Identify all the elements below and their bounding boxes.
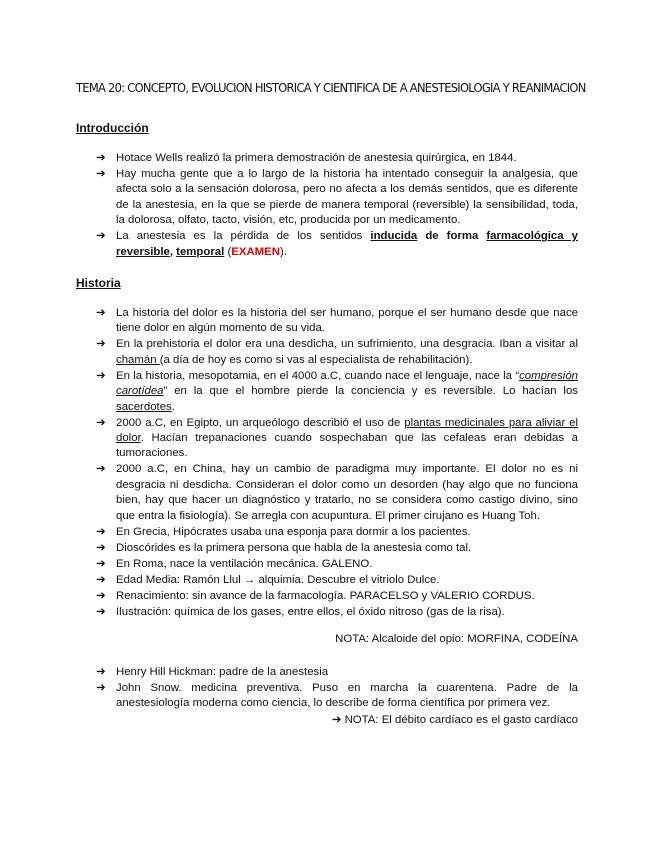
list-item: ➔ En la historia, mesopotamia, en el 4000 a.C, cuando nace el lenguaje, nace la “compresión carotídea” en la que el hombre pierde la conciencia y es reversible. Lo hacían los sacerdotes. [96, 369, 578, 413]
section-heading-introduccion: Introducción [76, 121, 149, 135]
arrow-icon: ➔ [96, 307, 106, 319]
arrow-icon: ➔ [96, 573, 106, 586]
arrow-icon: ➔ [96, 230, 106, 243]
list-item: ➔ Ilustración: química de los gases, entre ellos, el óxido nitroso (gas de la risa). [96, 605, 578, 620]
intro-list [96, 151, 578, 261]
arrow-icon: ➔ [96, 557, 106, 570]
list-item: ➔ Henry Hill Hickman: padre de la anestesia [96, 665, 578, 680]
list-item: ➔ La historia del dolor es la historia del ser humano, porque el ser humano desde que nace tiene dolor en algún momento de su vida. [96, 307, 578, 335]
list-item: ➔ Hay mucha gente que a lo largo de la historia ha intentado conseguir la analgesia, que afecta solo a la sensación dolorosa, pero no afecta a los demás sentidos, que es diferente de la anestesia, en la que se pierde de manera temporal (reversible) la sensibilidad, toda, la dolorosa, olfato, tacto, visión, etc, producida por un medicamento. [96, 168, 578, 227]
arrow-icon: ➔ [331, 714, 342, 726]
note-debito: ➔ NOTA: El débito cardíaco es el gasto cardíaco [331, 714, 578, 726]
list-item: ➔ En Roma, nace la ventilación mecánica. GALENO. [96, 557, 578, 572]
historia-list [96, 306, 578, 621]
arrow-icon: ➔ [96, 369, 106, 382]
list-item-definition: ➔ La anestesia es la pérdida de los sentidos inducida de forma farmacológica y reversible, temporal (EXAMEN). [96, 230, 578, 258]
exam-flag: EXAMEN [231, 245, 280, 258]
section-heading-historia: Historia [76, 276, 121, 290]
list-item: ➔ En la prehistoria el dolor era una desdicha, un sufrimiento, una desgracia. Iban a visitar al chamán (a día de hoy es como si vas al especialista de rehabilitación). [96, 338, 578, 366]
arrow-icon: ➔ [96, 605, 106, 618]
arrow-icon: ➔ [96, 152, 106, 164]
arrow-icon: ➔ [96, 666, 106, 678]
list-item: ➔ Edad Media: Ramón Llul → alquimia. Descubre el vitriolo Dulce. [96, 573, 578, 588]
arrow-icon: ➔ [96, 168, 106, 180]
arrow-icon: ➔ [96, 463, 106, 476]
page-title: TEMA 20: CONCEPTO, EVOLUCION HISTORICA Y CIENTIFICA DE A ANESTESIOLOGIA Y REANIMACION [76, 80, 586, 95]
list-item: ➔ En Grecia, Hipócrates usaba una esponja para dormir a los pacientes. [96, 525, 578, 540]
modern-list [96, 665, 578, 712]
list-item: ➔ Hotace Wells realizó la primera demostración de anestesia quirúrgica, en 1844. [96, 151, 578, 166]
list-item: ➔ John Snow. medicina preventiva. Puso en marcha la cuarentena. Padre de la anestesiología moderna como ciencia, lo describe de forma científica por primera vez. [96, 682, 578, 710]
list-item: ➔ Dioscórides es la primera persona que habla de la anestesia como tal. [96, 541, 578, 556]
arrow-icon: ➔ [96, 416, 106, 429]
arrow-icon: ➔ [96, 525, 106, 538]
arrow-icon: ➔ [96, 682, 106, 694]
note-opio: NOTA: Alcaloide del opio: MORFINA, CODEÍNA [335, 633, 578, 645]
arrow-icon: ➔ [96, 589, 106, 602]
arrow-icon: ➔ [96, 338, 106, 351]
list-item: ➔ 2000 a.C, en China, hay un cambio de paradigma muy importante. El dolor no es ni desgracia ni desdicha. Consideran el dolor como un desorden (hay algo que no funciona bien, hay que hacer un diagnóstico y tratarlo, no se considera como castigo divino, sino que entra la fisiología). Se arregla con acupuntura. El primer cirujano es Huang Toh. [96, 463, 578, 522]
arrow-icon: ➔ [96, 541, 106, 554]
list-item: ➔ Renacimiento: sin avance de la farmacología. PARACELSO y VALERIO CORDUS. [96, 589, 578, 604]
list-item: ➔ 2000 a.C, en Egipto, un arqueólogo describió el uso de plantas medicinales para aliviar el dolor. Hacían trepanaciones cuando sospechaban que las cefaleas eran debidas a tumoraciones. [96, 416, 579, 460]
